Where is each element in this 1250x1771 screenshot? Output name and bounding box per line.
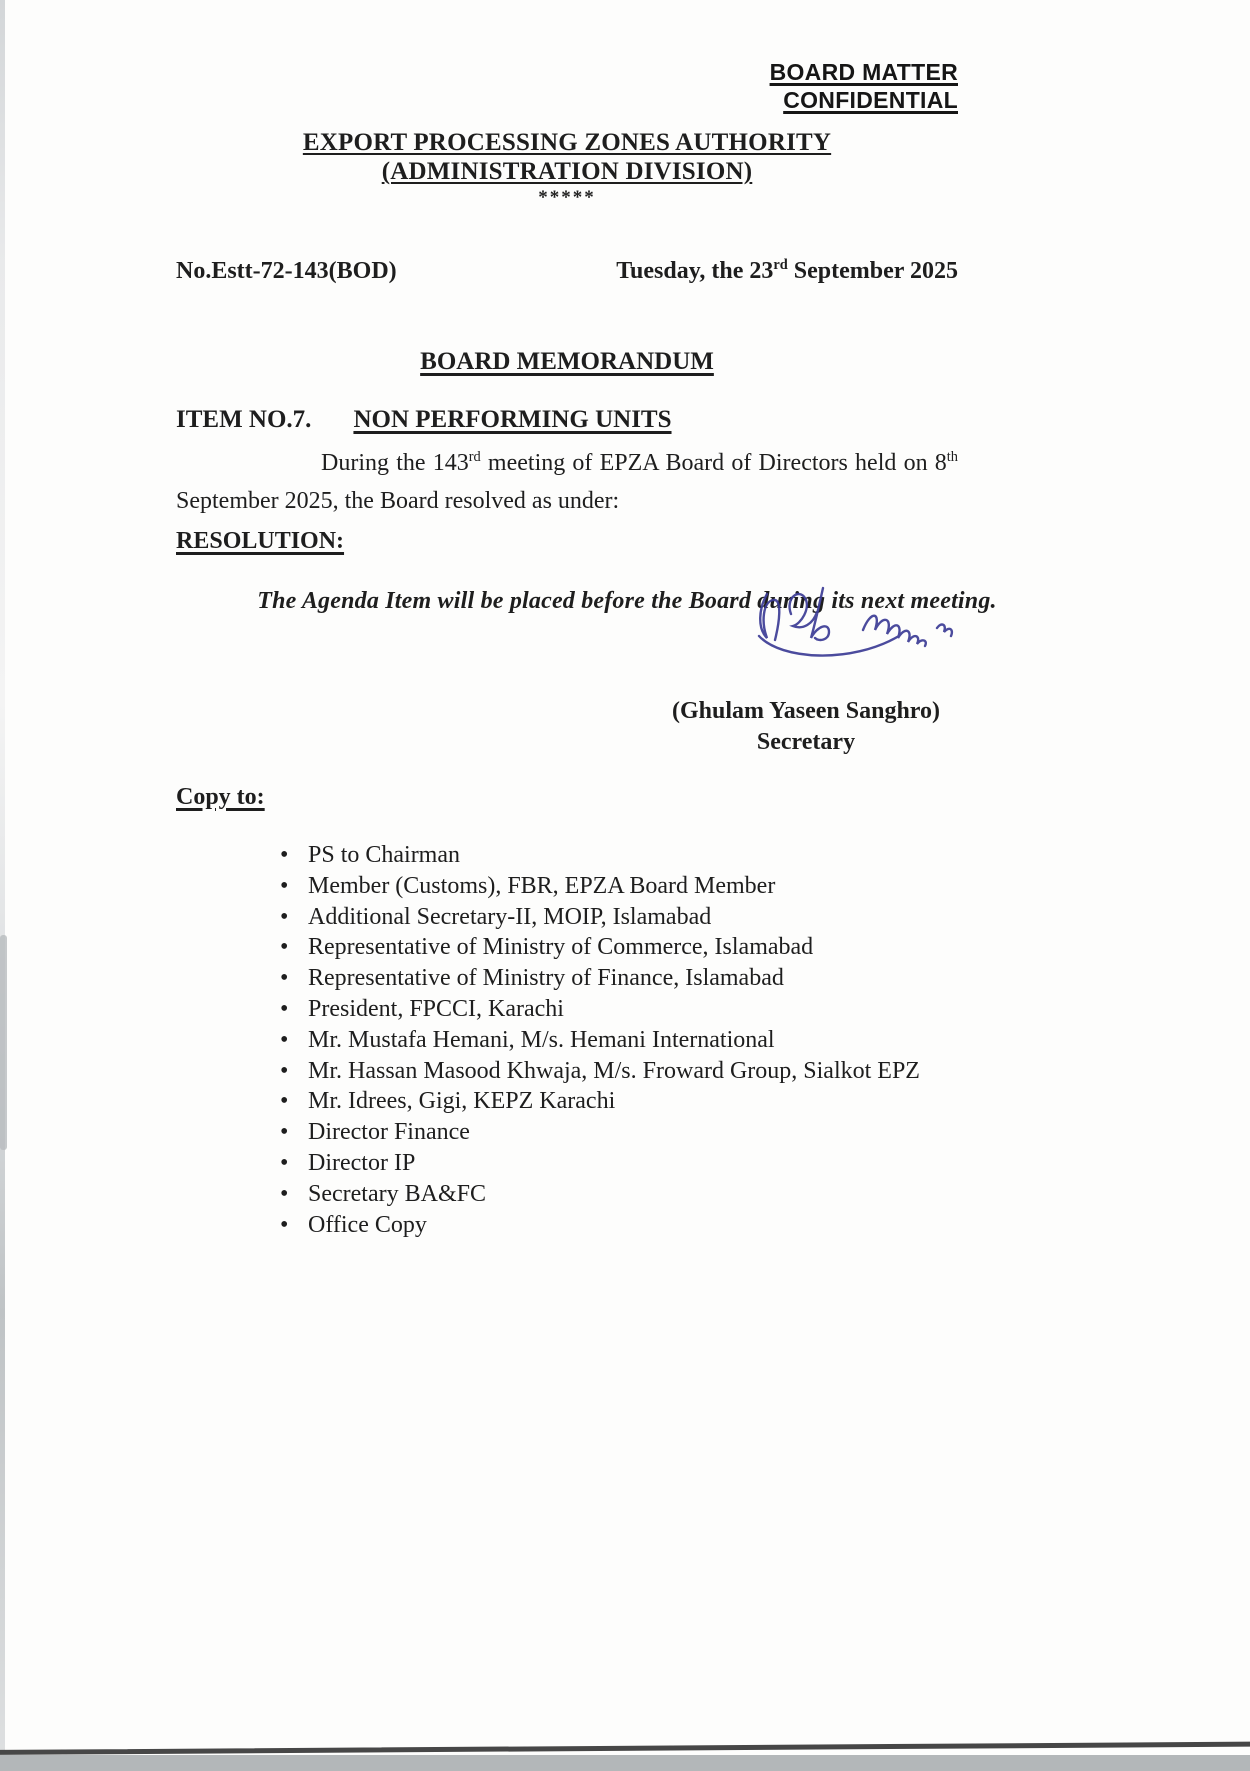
copy-to-item: • President, FPCCI, Karachi (280, 994, 920, 1025)
stamp-line-confidential: CONFIDENTIAL (783, 87, 958, 113)
copy-to-item: • Member (Customs), FBR, EPZA Board Member (280, 871, 920, 902)
copy-to-item: • Office Copy (280, 1210, 920, 1241)
date-text-suffix: September 2025 (787, 258, 958, 284)
reference-number: No.Estt-72-143(BOD) (176, 258, 397, 284)
ordinal-superscript-143rd: rd (468, 449, 481, 465)
signatory-name: (Ghulam Yaseen Sanghro) (671, 698, 941, 724)
body-paragraph (176, 444, 958, 520)
confidential-stamp (770, 58, 958, 114)
copy-to-list (280, 840, 920, 1240)
copy-to-item: • Mr. Hassan Masood Khwaja, M/s. Froward Group, Sialkot EPZ (280, 1056, 920, 1087)
signatory-block (596, 696, 1016, 758)
body-text-1: During the 143 (321, 450, 469, 476)
body-text-2: meeting of EPZA Board of Directors held on 8 (480, 450, 947, 476)
copy-to-item: • Director IP (280, 1148, 920, 1179)
item-row (176, 406, 672, 434)
copy-to-item: • Representative of Ministry of Finance, Islamabad (280, 963, 920, 994)
ordinal-superscript-8th: th (946, 449, 958, 465)
copy-to-item: • Additional Secretary-II, MOIP, Islamabad (280, 902, 920, 933)
reference-row (176, 258, 958, 285)
date-text: Tuesday, the 23 (616, 258, 774, 284)
copy-to-heading: Copy to: (176, 784, 265, 810)
signatory-title: Secretary (756, 729, 856, 755)
letterhead (176, 128, 958, 209)
signature-ink (751, 580, 961, 670)
copy-to-item: • Mr. Mustafa Hemani, M/s. Hemani International (280, 1025, 920, 1056)
copy-to-item: • Director Finance (280, 1117, 920, 1148)
document-date (616, 258, 958, 285)
memo-title (176, 348, 958, 376)
copy-to-item: • Mr. Idrees, Gigi, KEPZ Karachi (280, 1086, 920, 1117)
scan-edge-left (0, 0, 5, 1750)
item-number: ITEM NO.7. (176, 406, 312, 433)
division-name: (ADMINISTRATION DIVISION) (381, 158, 753, 185)
copy-to-item: • Secretary BA&FC (280, 1179, 920, 1210)
scan-edge-bottom-area (0, 1755, 1250, 1771)
scan-smudge-left (0, 935, 7, 1150)
authority-name: EXPORT PROCESSING ZONES AUTHORITY (302, 129, 832, 156)
star-separator: ***** (538, 187, 596, 208)
copy-to-item: • Representative of Ministry of Commerce, Islamabad (280, 932, 920, 963)
resolution-text: The Agenda Item will be placed before the Board during its next meeting. (257, 588, 997, 614)
document-content (176, 0, 997, 1771)
memo-title-text: BOARD MEMORANDUM (420, 348, 714, 375)
item-subject: NON PERFORMING UNITS (353, 406, 672, 433)
copy-to-item: • PS to Chairman (280, 840, 920, 871)
body-text-3: September 2025, the Board resolved as under: (176, 488, 620, 514)
stamp-line-board-matter: BOARD MATTER (769, 59, 958, 85)
resolution-heading: RESOLUTION: (176, 528, 345, 554)
date-ordinal-superscript: rd (773, 257, 788, 273)
